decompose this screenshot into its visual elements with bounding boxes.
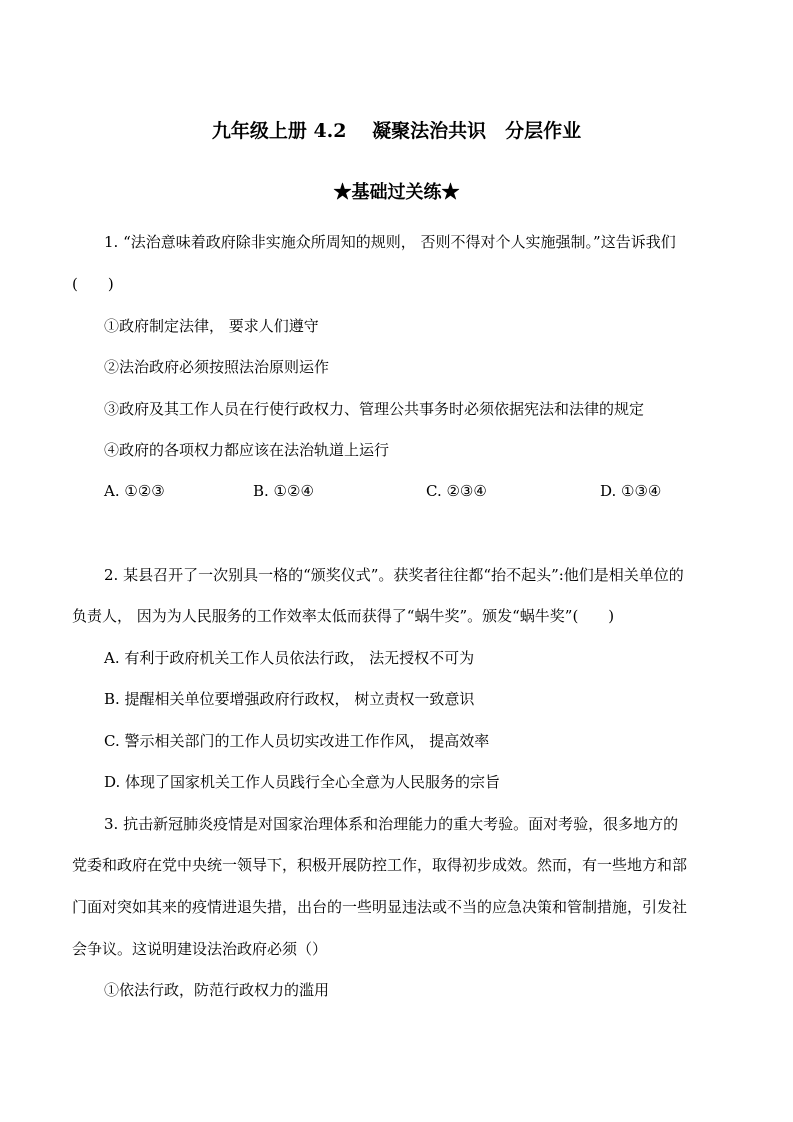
- q2-option-d: D. 体现了国家机关工作人员践行全心全意为人民服务的宗旨: [104, 773, 501, 791]
- q2-stem-line1: 2. 某县召开了一次别具一格的“颁奖仪式”。获奖者往往都“抬不起头”:他们是相关单位的: [104, 566, 684, 584]
- q3-statement-1: ①依法行政，防范行政权力的滥用: [104, 981, 330, 999]
- q3-stem-line2: 党委和政府在党中央统一领导下，积极开展防控工作，取得初步成效。然而，有一些地方和部: [72, 856, 688, 874]
- q1-statement-2: ②法治政府必须按照法治原则运作: [104, 358, 330, 376]
- q1-option-d: D. ①③④: [600, 482, 662, 500]
- q1-statement-1: ①政府制定法律， 要求人们遵守: [104, 317, 319, 335]
- q1-statement-3: ③政府及其工作人员在行使行政权力、管理公共事务时必须依据宪法和法律的规定: [104, 400, 645, 418]
- q2-option-c: C. 警示相关部门的工作人员切实改进工作作风， 提高效率: [104, 732, 490, 750]
- q2-option-a: A. 有利于政府机关工作人员依法行政， 法无授权不可为: [104, 649, 475, 667]
- q1-option-c: C. ②③④: [426, 482, 487, 500]
- q1-stem-line1: 1. “法治意味着政府除非实施众所周知的规则， 否则不得对个人实施强制。”这告诉我们: [104, 233, 676, 251]
- q2-stem-line2: 负责人， 因为为人民服务的工作效率太低而获得了“蜗牛奖”。颁发“蜗牛奖”( ): [72, 607, 615, 625]
- q2-option-b: B. 提醒相关单位要增强政府行政权， 树立责权一致意识: [104, 690, 475, 708]
- q3-stem-line1: 3. 抗击新冠肺炎疫情是对国家治理体系和治理能力的重大考验。面对考验，很多地方的: [104, 815, 679, 833]
- q1-stem-line2: ( ): [72, 275, 114, 293]
- page-title: 九年级上册 4.2 凝聚法治共识 分层作业: [211, 120, 582, 142]
- q1-statement-4: ④政府的各项权力都应该在法治轨道上运行: [104, 441, 390, 459]
- section-heading: ★基础过关练★: [333, 182, 460, 203]
- q1-option-a: A. ①②③: [104, 482, 165, 500]
- q1-option-b: B. ①②④: [253, 482, 314, 500]
- q3-stem-line3: 门面对突如其来的疫情进退失措，出台的一些明显违法或不当的应急决策和管制措施，引发社: [72, 898, 688, 916]
- q3-stem-line4: 会争议。这说明建设法治政府必须（）: [72, 940, 328, 958]
